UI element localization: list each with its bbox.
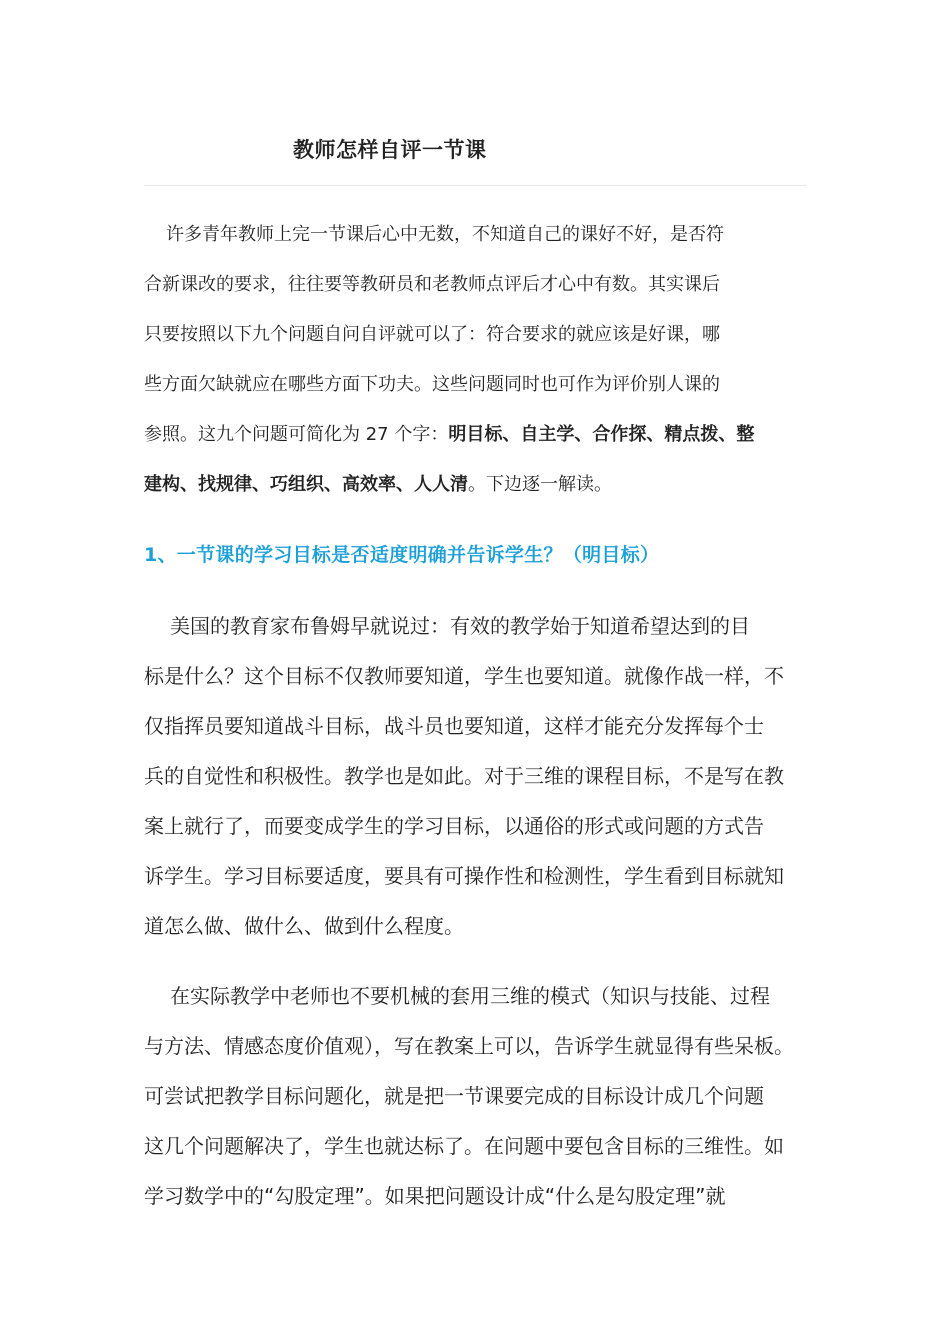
section-1-paragraph-1 [144, 608, 806, 958]
paragraph-line: 美国的教育家布鲁姆早就说过：有效的教学始于知道希望达到的目 [170, 614, 750, 638]
paragraph-line: 这几个问题解决了，学生也就达标了。在问题中要包含目标的三维性。如 [144, 1134, 784, 1158]
intro-paragraph [144, 218, 806, 518]
intro-line-5-keywords: 明目标、自主学、合作探、精点拨、整 [448, 424, 755, 445]
paragraph-line: 与方法、情感态度价值观），写在教案上可以，告诉学生就显得有些呆板。 [144, 1034, 794, 1058]
intro-line-2: 合新课改的要求，往往要等教研员和老教师点评后才心中有数。其实课后 [144, 274, 720, 295]
paragraph-line: 诉学生。学习目标要适度，要具有可操作性和检测性，学生看到目标就知 [144, 864, 784, 888]
title-divider [144, 185, 806, 186]
intro-line-6-keywords: 建构、找规律、巧组织、高效率、人人清 [144, 474, 468, 495]
intro-line-5 [144, 418, 806, 468]
intro-line-4: 些方面欠缺就应在哪些方面下功夫。这些问题同时也可作为评价别人课的 [144, 374, 720, 395]
paragraph-line: 学习数学中的“勾股定理”。如果把问题设计成“什么是勾股定理”就 [144, 1184, 726, 1208]
paragraph-line: 标是什么？这个目标不仅教师要知道，学生也要知道。就像作战一样，不 [144, 664, 784, 688]
section-1-paragraph-2 [144, 978, 806, 1228]
intro-line-3: 只要按照以下九个问题自问自评就可以了：符合要求的就应该是好课，哪 [144, 324, 720, 345]
intro-line-6 [144, 468, 806, 518]
section-1-heading: 1、一节课的学习目标是否适度明确并告诉学生？（明目标） [144, 544, 660, 566]
document-title: 教师怎样自评一节课 [293, 138, 487, 162]
intro-line-1: 许多青年教师上完一节课后心中无数，不知道自己的课好不好，是否符 [166, 224, 724, 245]
paragraph-line: 可尝试把教学目标问题化，就是把一节课要完成的目标设计成几个问题 [144, 1084, 764, 1108]
intro-line-5-plain: 参照。这九个问题可简化为 27 个字： [144, 424, 449, 445]
intro-line-6-plain: 。下边逐一解读。 [468, 474, 612, 495]
paragraph-line: 仅指挥员要知道战斗目标，战斗员也要知道，这样才能充分发挥每个士 [144, 714, 764, 738]
paragraph-line: 在实际教学中老师也不要机械的套用三维的模式（知识与技能、过程 [170, 984, 770, 1008]
paragraph-line: 兵的自觉性和积极性。教学也是如此。对于三维的课程目标，不是写在教 [144, 764, 784, 788]
paragraph-line: 案上就行了，而要变成学生的学习目标，以通俗的形式或问题的方式告 [144, 814, 764, 838]
paragraph-line: 道怎么做、做什么、做到什么程度。 [144, 914, 464, 938]
